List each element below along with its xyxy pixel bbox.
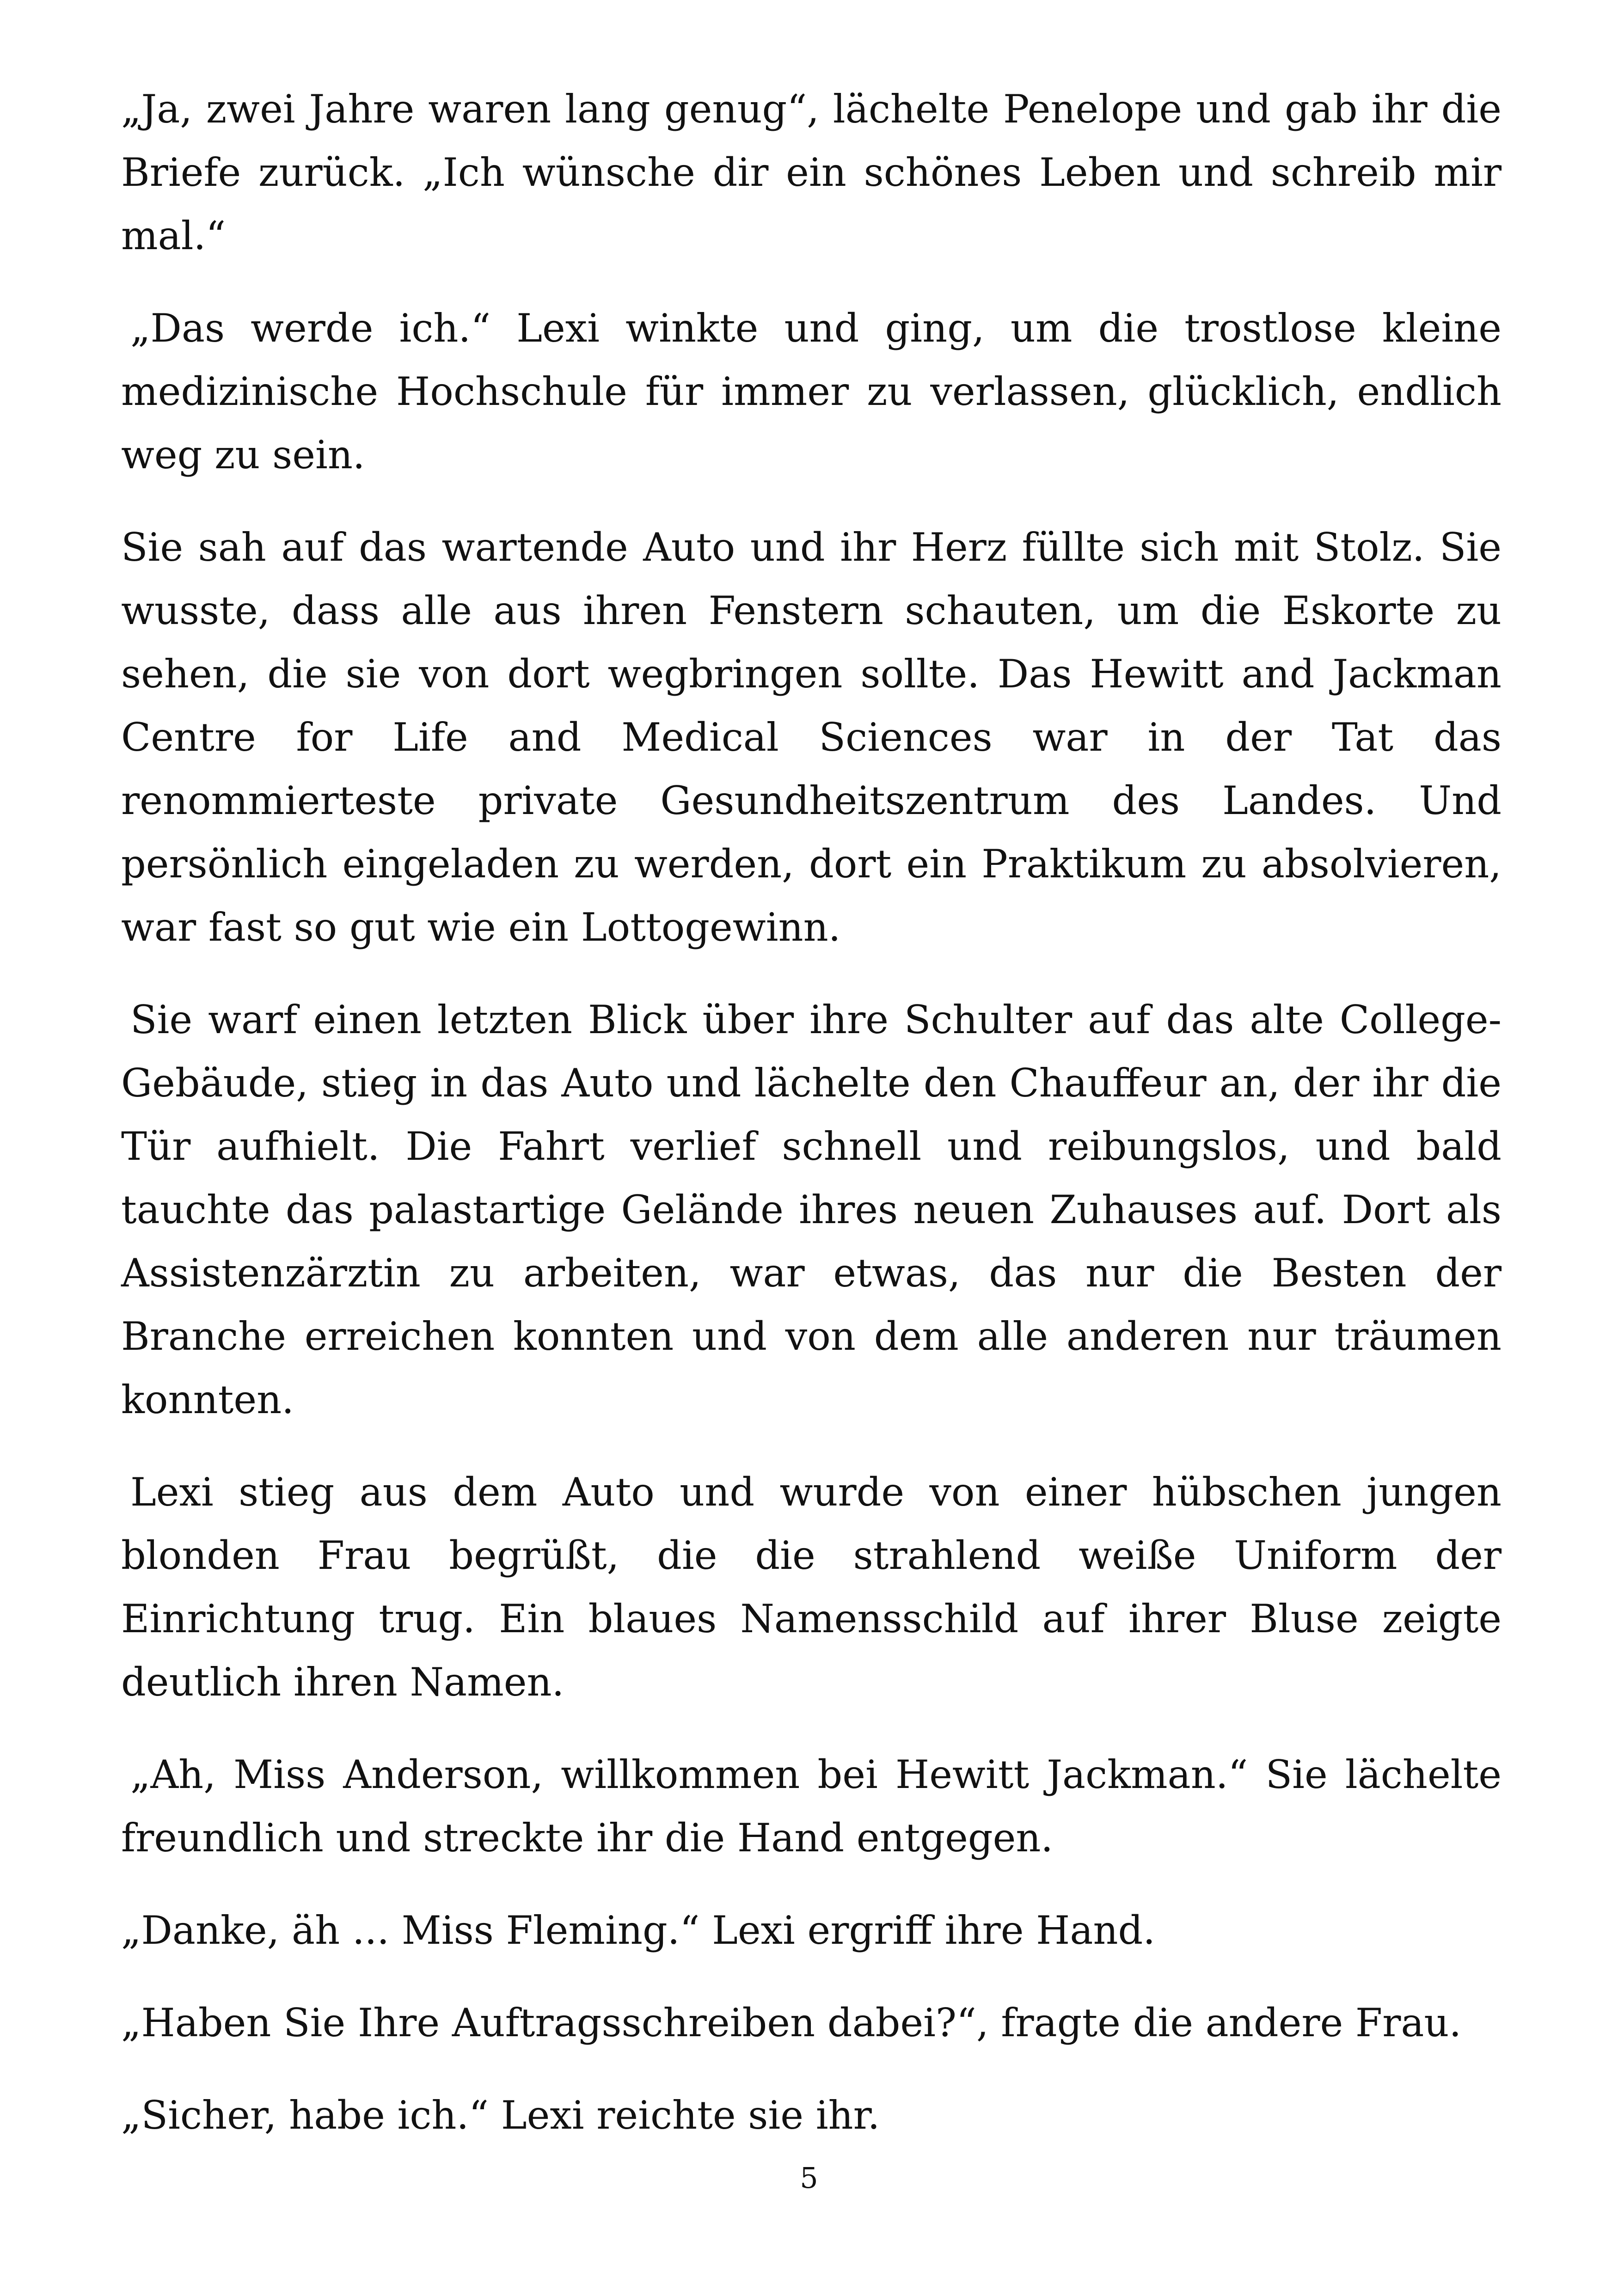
- page-number: 5: [800, 2161, 818, 2195]
- paragraph-9: „Sicher, habe ich.“ Lexi reichte sie ihr.: [121, 2093, 880, 2138]
- paragraph-4: Sie warf einen letzten Blick über ihre Schulter auf das alte College-Gebäude, stieg in das Auto und lächelte den Chauffeur an, der ihr die Tür aufhielt. Die Fahrt verlief schnell und reibungslos, und bald tauchte das palastartige Gelände ihres neuen Zuhauses auf. Dort als Assistenzärztin zu arbeiten, war etwas, das nur die Besten der Branche erreichen konnten und von dem alle anderen nur träumen konnten.: [121, 997, 1502, 1422]
- paragraph-2: „Das werde ich.“ Lexi winkte und ging, um die trostlose kleine medizinische Hochschule für immer zu verlassen, glücklich, endlich weg zu sein.: [121, 306, 1502, 478]
- paragraph-5: Lexi stieg aus dem Auto und wurde von einer hübschen jungen blonden Frau begrüßt, die die strahlend weiße Uniform der Einrichtung trug. Ein blaues Namensschild auf ihrer Bluse zeigte deutlich ihren Namen.: [121, 1469, 1502, 1705]
- paragraph-1: „Ja, zwei Jahre waren lang genug“, lächelte Penelope und gab ihr die Briefe zurück. „Ich wünsche dir ein schönes Leben und schreib mir mal.“: [121, 86, 1502, 258]
- paragraph-8: „Haben Sie Ihre Auftragsschreiben dabei?“, fragte die andere Frau.: [121, 2000, 1462, 2045]
- paragraph-6: „Ah, Miss Anderson, willkommen bei Hewitt Jackman.“ Sie lächelte freundlich und streckte ihr die Hand entgegen.: [121, 1752, 1502, 1861]
- body-text: [121, 78, 1502, 2176]
- paragraph-3: Sie sah auf das wartende Auto und ihr Herz füllte sich mit Stolz. Sie wusste, dass alle aus ihren Fenstern schauten, um die Eskorte zu sehen, die sie von dort wegbringen sollte. Das Hewitt and Jackman Centre for Life and Medical Sciences war in der Tat das renommierteste private Gesundheitszentrum des Landes. Und persönlich eingeladen zu werden, dort ein Praktikum zu absolvieren, war fast so gut wie ein Lottogewinn.: [121, 525, 1502, 950]
- paragraph-7: „Danke, äh ... Miss Fleming.“ Lexi ergriff ihre Hand.: [121, 1908, 1156, 1953]
